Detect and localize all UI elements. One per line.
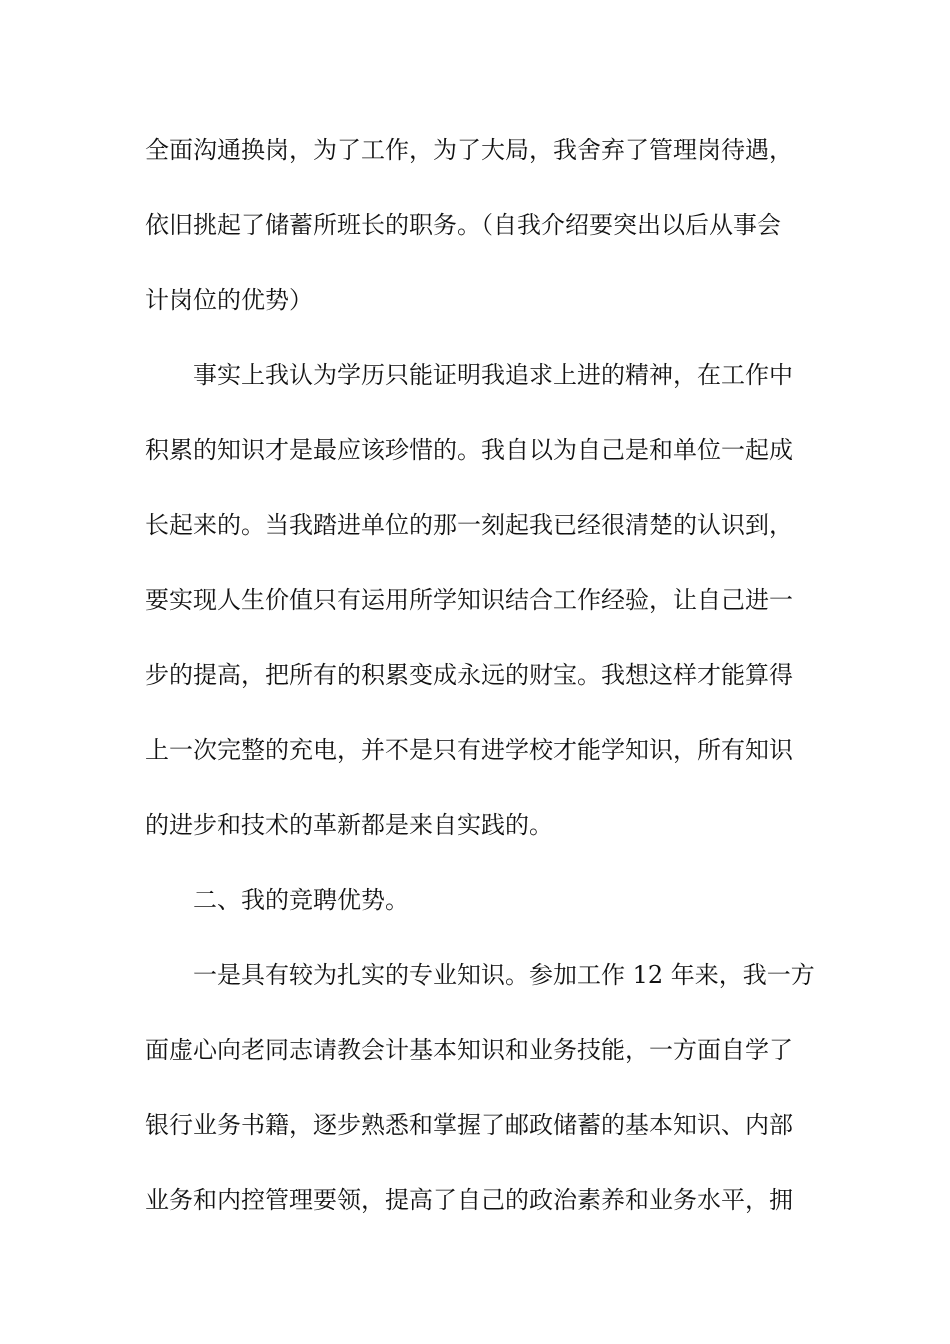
text-line: 上一次完整的充电，并不是只有进学校才能学知识，所有知识 <box>145 736 793 764</box>
paragraph-start-line: 事实上我认为学历只能证明我追求上进的精神，在工作中 <box>193 361 793 389</box>
paragraph-start-line: 一是具有较为扎实的专业知识。参加工作 12 年来，我一方 <box>193 961 815 989</box>
text-line: 计岗位的优势） <box>145 286 313 314</box>
text-line: 依旧挑起了储蓄所班长的职务。（自我介绍要突出以后从事会 <box>145 211 781 239</box>
text-line: 要实现人生价值只有运用所学知识结合工作经验，让自己进一 <box>145 586 793 614</box>
text-line: 积累的知识才是最应该珍惜的。我自以为自己是和单位一起成 <box>145 436 793 464</box>
text-line: 全面沟通换岗，为了工作，为了大局，我舍弃了管理岗待遇， <box>145 136 793 164</box>
section-heading: 二、我的竞聘优势。 <box>193 886 409 914</box>
text-line: 步的提高，把所有的积累变成永远的财宝。我想这样才能算得 <box>145 661 793 689</box>
text-line: 银行业务书籍，逐步熟悉和掌握了邮政储蓄的基本知识、内部 <box>145 1111 793 1139</box>
text-line: 面虚心向老同志请教会计基本知识和业务技能，一方面自学了 <box>145 1036 793 1064</box>
text-line: 业务和内控管理要领，提高了自己的政治素养和业务水平，拥 <box>145 1186 793 1214</box>
text-line: 的进步和技术的革新都是来自实践的。 <box>145 811 553 839</box>
text-line: 长起来的。当我踏进单位的那一刻起我已经很清楚的认识到， <box>145 511 793 539</box>
